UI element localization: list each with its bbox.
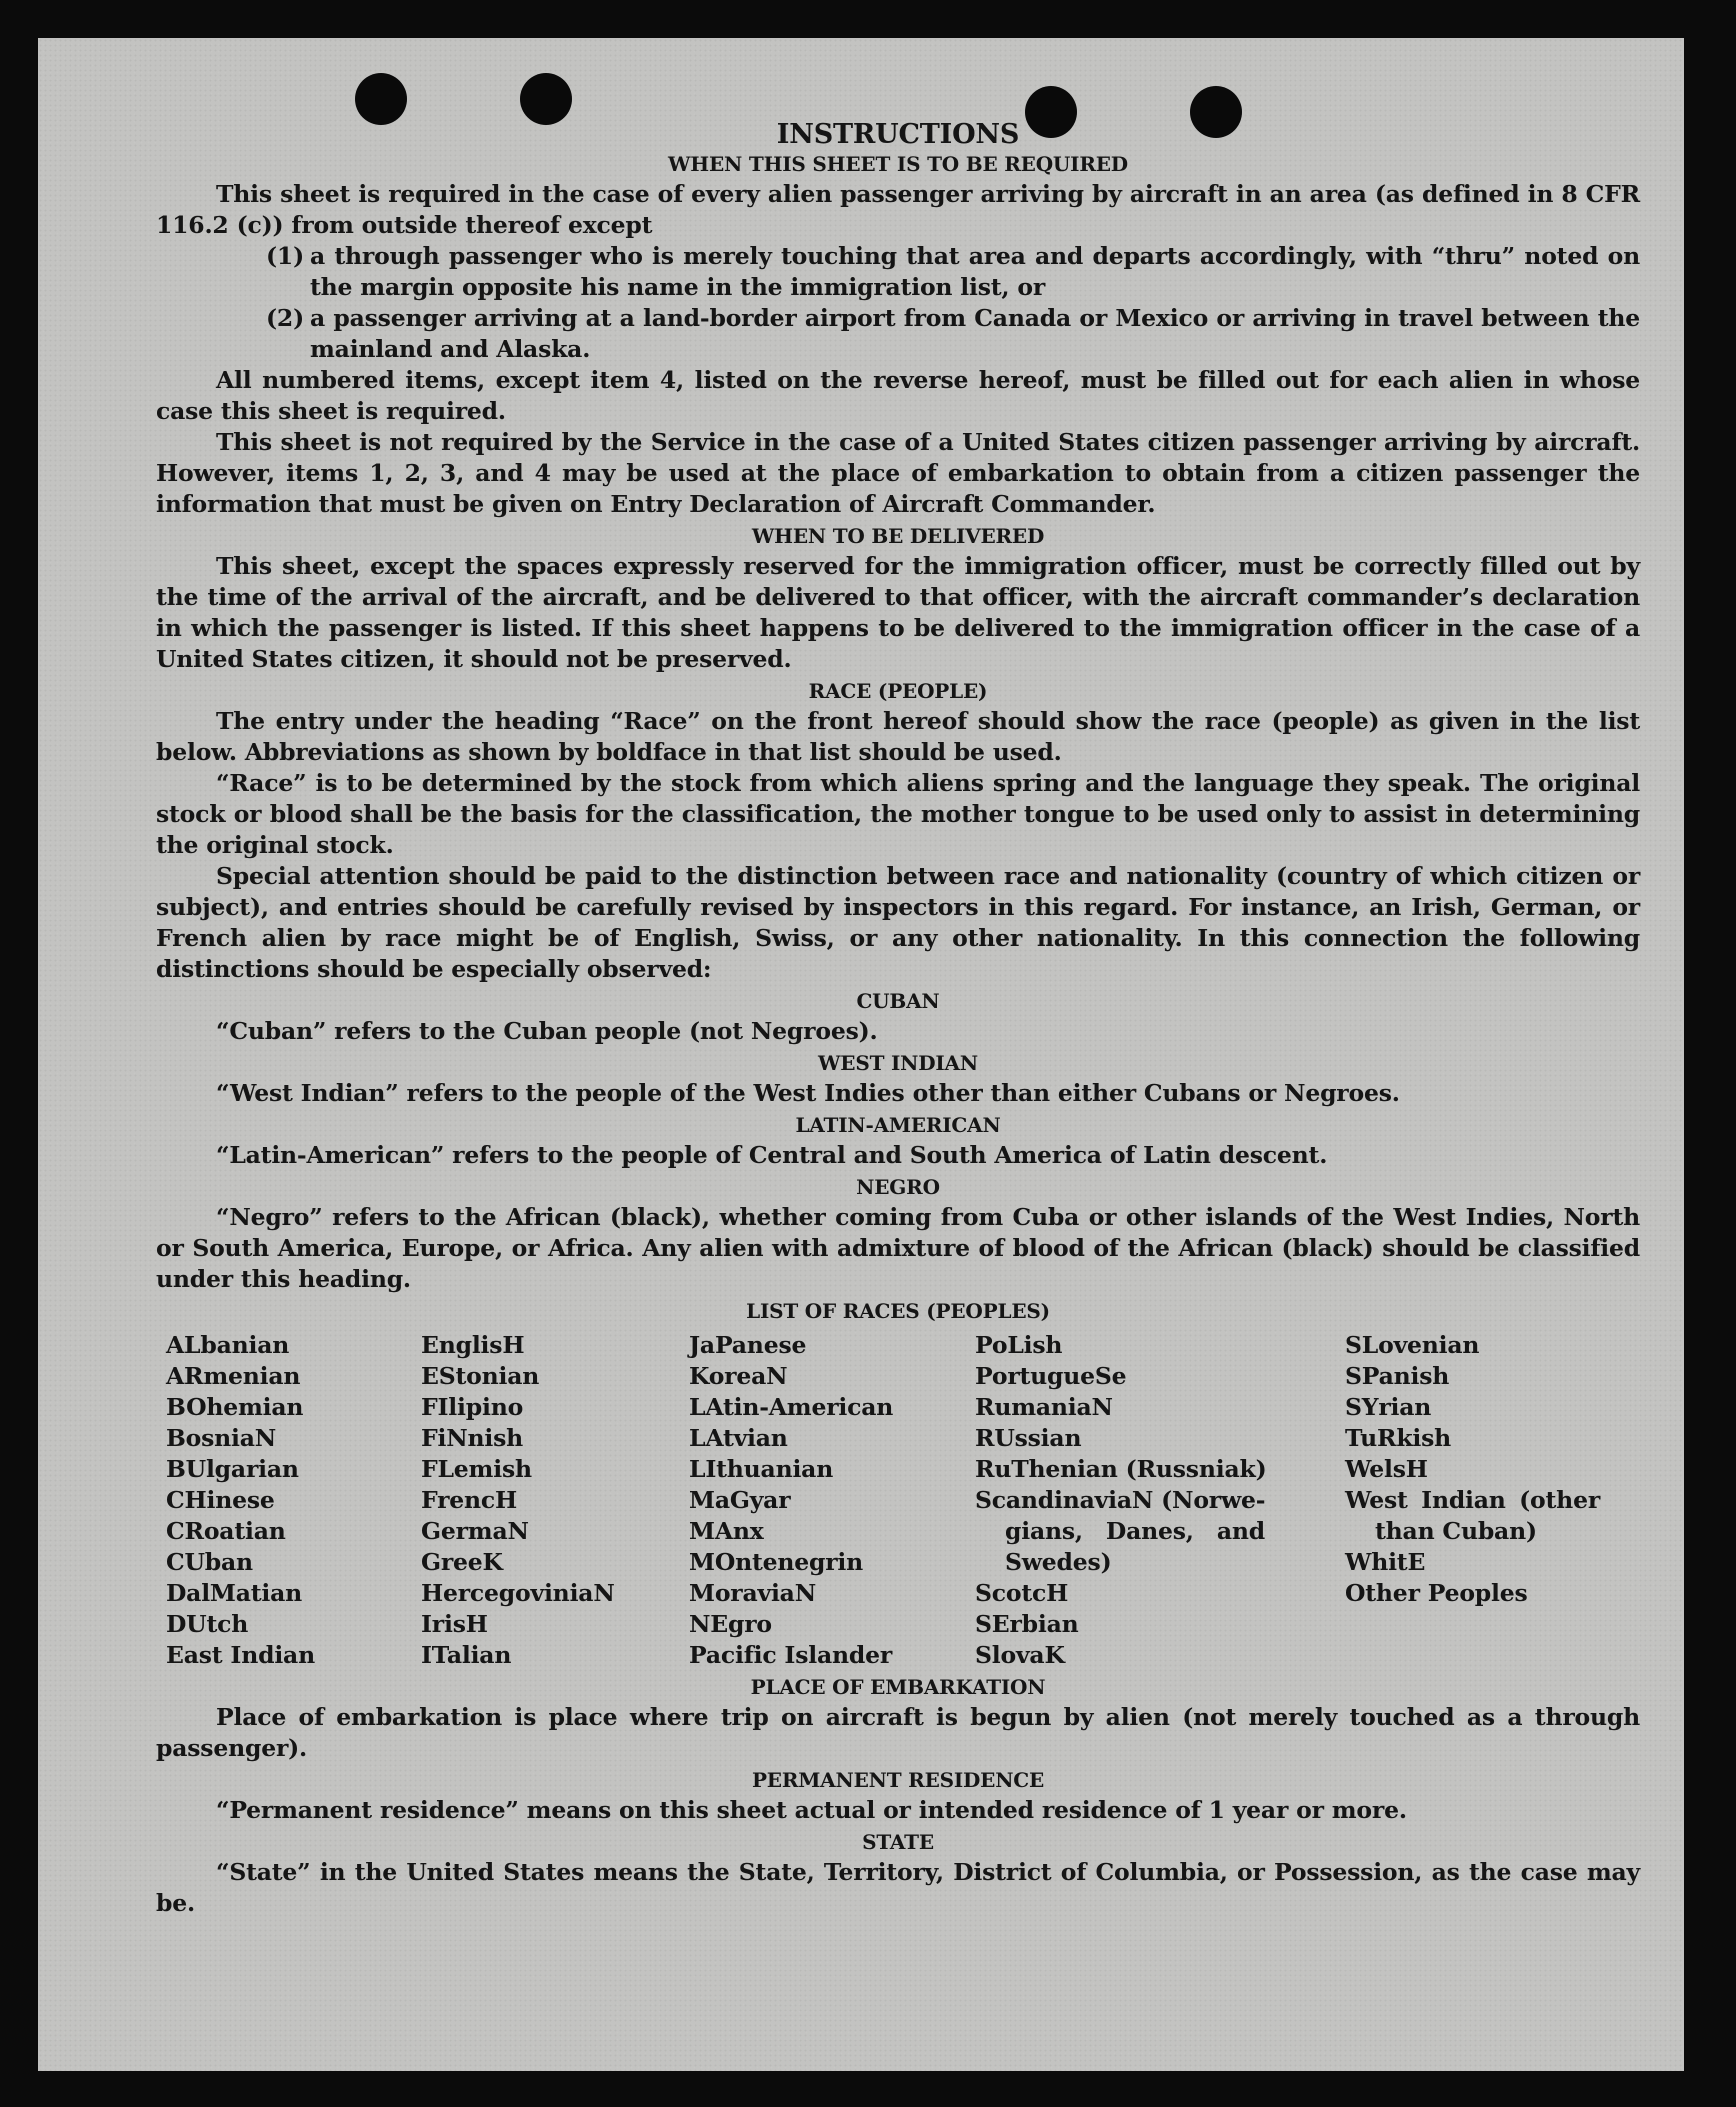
race-entry-continued: Swedes) bbox=[1005, 1548, 1112, 1576]
race-entry: BOhemian bbox=[166, 1393, 304, 1421]
list-item bbox=[266, 303, 1640, 365]
race-entry: Pacific Islander bbox=[689, 1641, 893, 1669]
heading-list-of-races: LIST OF RACES (PEOPLES) bbox=[746, 1299, 1050, 1323]
race-entry: GreeK bbox=[421, 1548, 503, 1576]
instructions-body bbox=[156, 118, 1640, 1919]
race-entry-continued: gians, Danes, and bbox=[1005, 1517, 1265, 1545]
race-entry: ARmenian bbox=[166, 1362, 301, 1390]
races-column bbox=[166, 1330, 421, 1671]
race-entry: EStonian bbox=[421, 1362, 540, 1390]
race-entry: SlovaK bbox=[975, 1641, 1065, 1669]
race-entry: FrencH bbox=[421, 1486, 518, 1514]
item-number: (1) bbox=[266, 242, 304, 270]
race-entry: NEgro bbox=[689, 1610, 772, 1638]
race-entry: Other Peoples bbox=[1345, 1579, 1528, 1607]
race-entry: DUtch bbox=[166, 1610, 249, 1638]
page-title: INSTRUCTIONS bbox=[776, 119, 1020, 150]
definition: “Permanent residence” means on this sheet actual or intended residence of 1 year or more. bbox=[216, 1796, 1407, 1824]
heading-state: STATE bbox=[862, 1830, 934, 1854]
race-entry: RUssian bbox=[975, 1424, 1082, 1452]
race-entry-continued: than Cuban) bbox=[1375, 1517, 1537, 1545]
race-entry: WhitE bbox=[1345, 1548, 1426, 1576]
paragraph: Special attention should be paid to the distinction between race and nationality (country of which citizen or subject), and entries should be carefully revised by inspectors in this regard. For instance, an Irish, German, or French alien by race might be of English, Swiss, or any other nationality. In this connection the following distinctions should be especially observed: bbox=[156, 862, 1640, 983]
heading-negro: NEGRO bbox=[856, 1175, 940, 1199]
race-entry: MOntenegrin bbox=[689, 1548, 864, 1576]
race-entry: GermaN bbox=[421, 1517, 529, 1545]
heading-place-of-embarkation: PLACE OF EMBARKATION bbox=[750, 1675, 1046, 1699]
races-column bbox=[1345, 1330, 1605, 1671]
race-entry: HercegoviniaN bbox=[421, 1579, 615, 1607]
race-entry: SErbian bbox=[975, 1610, 1079, 1638]
race-entry: DalMatian bbox=[166, 1579, 303, 1607]
list-item bbox=[266, 241, 1640, 303]
race-entry: CUban bbox=[166, 1548, 253, 1576]
paragraph: All numbered items, except item 4, listed on the reverse hereof, must be filled out for each alien in whose case this sheet is required. bbox=[156, 366, 1640, 425]
heading-latin-american: LATIN-AMERICAN bbox=[795, 1113, 1001, 1137]
race-entry: BosniaN bbox=[166, 1424, 277, 1452]
race-entry: WelsH bbox=[1345, 1455, 1428, 1483]
definition: “West Indian” refers to the people of the West Indies other than either Cubans or Negroes. bbox=[216, 1079, 1400, 1107]
item-text: a passenger arriving at a land-border airport from Canada or Mexico or arriving in travel between the mainland and Alaska. bbox=[310, 304, 1640, 363]
race-entry: RuThenian (Russniak) bbox=[975, 1455, 1267, 1483]
definition: “Negro” refers to the African (black), whether coming from Cuba or other islands of the West Indies, North or South America, Europe, or Africa. Any alien with admixture of blood of the African (black) should be classified under this heading. bbox=[156, 1203, 1640, 1293]
document-page bbox=[38, 38, 1684, 2071]
race-entry: West Indian (other bbox=[1345, 1486, 1600, 1514]
race-entry: KoreaN bbox=[689, 1362, 788, 1390]
heading-west-indian: WEST INDIAN bbox=[818, 1051, 978, 1075]
race-entry: EnglisH bbox=[421, 1331, 525, 1359]
race-entry: PoLish bbox=[975, 1331, 1063, 1359]
race-entry: LAtin-American bbox=[689, 1393, 894, 1421]
race-entry: ITalian bbox=[421, 1641, 512, 1669]
race-entry: East Indian bbox=[166, 1641, 315, 1669]
race-entry: SPanish bbox=[1345, 1362, 1450, 1390]
races-column bbox=[421, 1330, 689, 1671]
races-column bbox=[689, 1330, 975, 1671]
race-entry: LAtvian bbox=[689, 1424, 788, 1452]
race-entry: JaPanese bbox=[689, 1331, 807, 1359]
heading-race: RACE (PEOPLE) bbox=[808, 679, 988, 703]
race-entry: ALbanian bbox=[166, 1331, 290, 1359]
race-entry: MoraviaN bbox=[689, 1579, 816, 1607]
race-entry: SYrian bbox=[1345, 1393, 1432, 1421]
race-entry: SLovenian bbox=[1345, 1331, 1480, 1359]
race-entry: TuRkish bbox=[1345, 1424, 1452, 1452]
race-entry: BUlgarian bbox=[166, 1455, 299, 1483]
heading-when-required: WHEN THIS SHEET IS TO BE REQUIRED bbox=[668, 152, 1128, 176]
paragraph: This sheet is required in the case of every alien passenger arriving by aircraft in an area (as defined in 8 CFR 116.2 (c)) from outside thereof except bbox=[156, 180, 1640, 239]
heading-cuban: CUBAN bbox=[856, 989, 940, 1013]
paragraph: This sheet is not required by the Service in the case of a United States citizen passenger arriving by aircraft. However, items 1, 2, 3, and 4 may be used at the place of embarkation to obtain from a citizen passenger the information that must be given on Entry Declaration of Aircraft Commander. bbox=[156, 428, 1640, 518]
paragraph: The entry under the heading “Race” on the front hereof should show the race (people) as given in the list below. Abbreviations as shown by boldface in that list should be used. bbox=[156, 707, 1640, 766]
definition: Place of embarkation is place where trip on aircraft is begun by alien (not merely touched as a through passenger). bbox=[156, 1703, 1640, 1762]
race-entry: ScotcH bbox=[975, 1579, 1069, 1607]
race-entry: FiNnish bbox=[421, 1424, 524, 1452]
race-entry: PortugueSe bbox=[975, 1362, 1127, 1390]
race-entry: FIlipino bbox=[421, 1393, 524, 1421]
race-entry: IrisH bbox=[421, 1610, 488, 1638]
definition: “Cuban” refers to the Cuban people (not Negroes). bbox=[216, 1017, 878, 1045]
race-entry: LIthuanian bbox=[689, 1455, 834, 1483]
definition: “State” in the United States means the State, Territory, District of Columbia, or Possession, as the case may be. bbox=[156, 1858, 1640, 1917]
races-list bbox=[166, 1330, 1640, 1671]
item-text: a through passenger who is merely touching that area and departs accordingly, with “thru” noted on the margin opposite his name in the immigration list, or bbox=[310, 242, 1640, 301]
paragraph: This sheet, except the spaces expressly reserved for the immigration officer, must be correctly filled out by the time of the arrival of the aircraft, and be delivered to that officer, with the aircraft commander’s declaration in which the passenger is listed. If this sheet happens to be delivered to the immigration officer in the case of a United States citizen, it should not be preserved. bbox=[156, 552, 1640, 673]
race-entry: CRoatian bbox=[166, 1517, 286, 1545]
paragraph: “Race” is to be determined by the stock from which aliens spring and the language they speak. The original stock or blood shall be the basis for the classification, the mother tongue to be used only to assist in determining the original stock. bbox=[156, 769, 1640, 859]
race-entry: ScandinaviaN (Norwe- bbox=[975, 1486, 1266, 1514]
item-number: (2) bbox=[266, 304, 304, 332]
races-column bbox=[975, 1330, 1345, 1671]
race-entry: MaGyar bbox=[689, 1486, 791, 1514]
race-entry: RumaniaN bbox=[975, 1393, 1113, 1421]
race-entry: FLemish bbox=[421, 1455, 532, 1483]
heading-permanent-residence: PERMANENT RESIDENCE bbox=[751, 1768, 1045, 1792]
definition: “Latin-American” refers to the people of Central and South America of Latin descent. bbox=[216, 1141, 1328, 1169]
race-entry: MAnx bbox=[689, 1517, 764, 1545]
heading-when-delivered: WHEN TO BE DELIVERED bbox=[751, 524, 1045, 548]
race-entry: CHinese bbox=[166, 1486, 275, 1514]
